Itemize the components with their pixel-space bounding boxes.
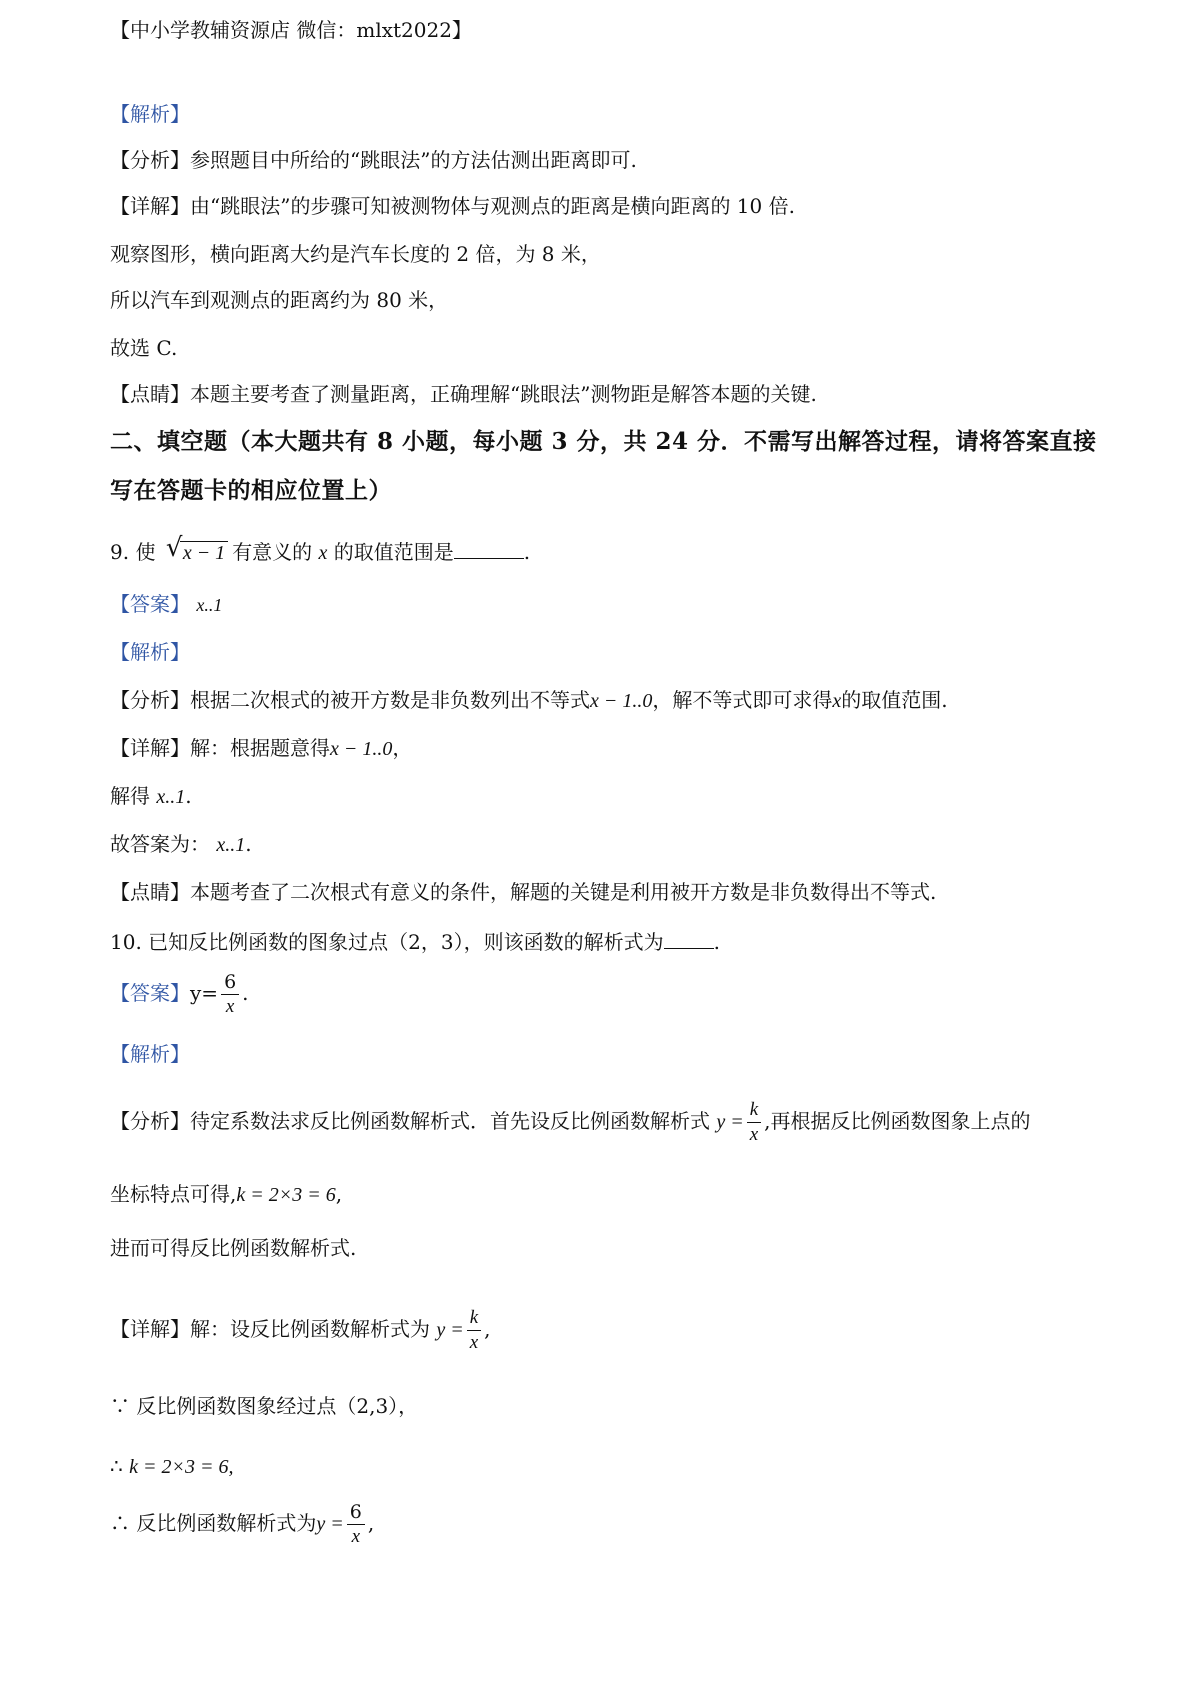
q9-jiexi-heading: 【解析】 — [110, 640, 190, 664]
jiede-text: 解得 — [110, 784, 150, 808]
section-heading-line1: 二、填空题（本大题共有 8 小题，每小题 3 分，共 24 分．不需写出解答过程，请将答案直接 — [110, 428, 1097, 455]
q9-gu — [110, 830, 252, 859]
q10-therefore1 — [110, 1452, 233, 1481]
q10-coord — [110, 1180, 342, 1209]
xiangjie-tag: 【详解】 — [110, 194, 190, 218]
q9-suffix: 的取值范围是 — [333, 540, 454, 564]
coord-text: 坐标特点可得, — [110, 1182, 237, 1206]
q10-therefore2 — [110, 1500, 374, 1549]
fenxi-tag: 【分析】 — [110, 1109, 190, 1133]
xiangjie-tag: 【详解】 — [110, 1317, 190, 1341]
q8-xiangjie — [110, 192, 795, 220]
xiangjie-text: 解：设反比例函数解析式为 — [190, 1317, 430, 1341]
therefore-symbol: ∴ — [110, 1454, 123, 1478]
q9-prefix: 9. 使 — [110, 540, 156, 564]
answer-tag: 【答案】 — [110, 592, 190, 616]
xiangjie-text: 解：根据题意得 — [190, 736, 330, 760]
fenxi-var: x — [832, 690, 842, 712]
fenxi-lhs: y = — [716, 1111, 744, 1133]
q10-question — [110, 928, 720, 956]
answer-fraction — [221, 970, 239, 1019]
q8-line2: 观察图形，横向距离大约是汽车长度的 2 倍，为 8 米， — [110, 242, 601, 266]
fenxi-text-b: ，解不等式即可求得 — [652, 688, 833, 712]
dianjing-tag: 【点睛】 — [110, 880, 190, 904]
fenxi-tag: 【分析】 — [110, 688, 190, 712]
xiangjie-lhs: y = — [436, 1319, 464, 1341]
xiangjie-tag: 【详解】 — [110, 736, 190, 760]
q9-var: x — [318, 542, 328, 564]
q9-end: . — [523, 540, 531, 564]
fraction-numerator: k — [467, 1306, 481, 1331]
coord-expr: k = 2×3 = 6 — [236, 1184, 336, 1206]
coord-end: , — [335, 1182, 343, 1206]
q10-because: ∵ 反比例函数图象经过点（2,3）， — [110, 1394, 419, 1418]
xiangjie-fraction — [467, 1306, 481, 1355]
gu-expr: x..1 — [216, 834, 246, 856]
jiede-end: . — [185, 784, 192, 808]
therefore2-text: ∴ 反比例函数解析式为 — [110, 1511, 317, 1535]
sqrt-expression: √ x − 1 — [166, 538, 228, 567]
answer-blank — [454, 540, 524, 559]
fenxi-tag: 【分析】 — [110, 148, 190, 172]
q10-answer — [110, 970, 249, 1019]
xiangjie-text: 由“跳眼法”的步骤可知被测物体与观测点的距离是横向距离的 10 倍. — [190, 194, 795, 218]
q10-fenxi — [110, 1098, 1031, 1147]
q9-dianjing — [110, 878, 936, 906]
fraction-denominator: x — [749, 1124, 759, 1145]
radicand: x − 1 — [180, 541, 228, 564]
answer-end: . — [242, 981, 249, 1005]
fenxi-text: 根据二次根式的被开方数是非负数列出不等式 — [190, 688, 590, 712]
fraction-numerator: 6 — [221, 970, 239, 995]
answer-blank — [664, 930, 714, 949]
gu-text: 故答案为： — [110, 832, 210, 856]
gu-end: . — [245, 832, 252, 856]
q9-jiede — [110, 782, 192, 811]
q8-line3: 所以汽车到观测点的距离约为 80 米， — [110, 288, 449, 312]
q8-line4: 故选 C. — [110, 336, 178, 360]
q10-end: . — [713, 930, 720, 954]
q9-answer — [110, 590, 222, 619]
fenxi-fraction — [747, 1098, 761, 1147]
dianjing-text: 本题考查了二次根式有意义的条件，解题的关键是利用被开方数是非负数得出不等式. — [190, 880, 937, 904]
answer-value: x..1 — [196, 595, 223, 615]
fraction-numerator: 6 — [347, 1500, 365, 1525]
q10-jiexi-heading: 【解析】 — [110, 1042, 190, 1066]
q9-fenxi — [110, 686, 948, 715]
therefore2-fraction — [347, 1500, 365, 1549]
fraction-numerator: k — [747, 1098, 761, 1123]
xiangjie-end: , — [484, 1317, 491, 1341]
fenxi-expr: x − 1..0 — [590, 690, 653, 712]
answer-lhs: y= — [190, 981, 219, 1005]
q8-fenxi — [110, 146, 637, 174]
fraction-denominator: x — [225, 996, 235, 1017]
jiede-expr: x..1 — [156, 786, 186, 808]
page-header: 【中小学教辅资源店 微信：mlxt2022】 — [110, 18, 472, 42]
xiangjie-end: ， — [392, 736, 413, 760]
section-heading-line2: 写在答题卡的相应位置上） — [110, 477, 392, 504]
q9-question — [110, 533, 531, 567]
q8-dianjing — [110, 380, 817, 408]
therefore1-expr: k = 2×3 = 6, — [129, 1456, 234, 1478]
q9-middle: 有意义的 — [232, 540, 313, 564]
fraction-denominator: x — [469, 1332, 479, 1353]
fenxi-text-b: ,再根据反比例函数图象上点的 — [764, 1109, 1031, 1133]
fenxi-text-c: 的取值范围. — [841, 688, 948, 712]
q10-text: 10. 已知反比例函数的图象过点（2，3），则该函数的解析式为 — [110, 930, 664, 954]
fraction-denominator: x — [351, 1526, 360, 1547]
q10-jinerr: 进而可得反比例函数解析式. — [110, 1236, 357, 1260]
xiangjie-expr: x − 1..0 — [330, 738, 393, 760]
q10-xiangjie — [110, 1306, 491, 1355]
q9-xiangjie — [110, 734, 412, 763]
therefore2-lhs: y = — [316, 1513, 344, 1535]
q8-jiexi-heading: 【解析】 — [110, 102, 190, 126]
answer-tag: 【答案】 — [110, 981, 190, 1005]
fenxi-text: 参照题目中所给的“跳眼法”的方法估测出距离即可. — [190, 148, 637, 172]
dianjing-tag: 【点睛】 — [110, 382, 190, 406]
dianjing-text: 本题主要考查了测量距离，正确理解“跳眼法”测物距是解答本题的关键. — [190, 382, 817, 406]
therefore2-end: , — [367, 1511, 375, 1535]
fenxi-text: 待定系数法求反比例函数解析式．首先设反比例函数解析式 — [190, 1109, 710, 1133]
